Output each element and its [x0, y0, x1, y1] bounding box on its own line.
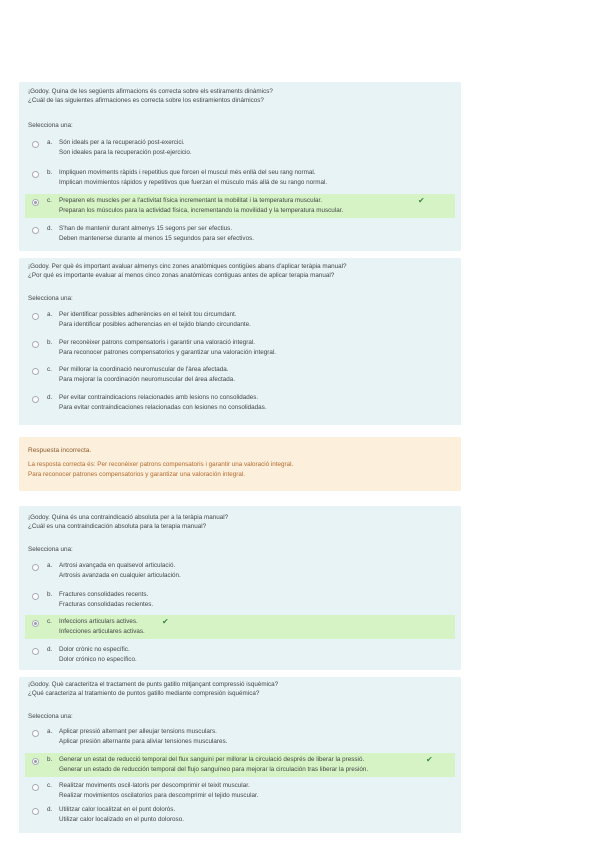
option-text-ca: Impliquen moviments ràpids i repetitius que forcen el muscul més enllà del seu rang normal. — [59, 169, 316, 176]
question-card-4 — [19, 677, 461, 833]
option-text-ca: Infeccions articulars actives. — [59, 618, 138, 625]
option-text-ca: Generar un estat de reducció temporal del flux sanguini per millorar la circulació després de liberar la pressió. — [59, 756, 365, 763]
option-text-ca: Realitzar moviments oscil·latoris per descomprimir el teixit muscular. — [59, 782, 250, 789]
option-letter: a. — [47, 139, 53, 146]
select-prompt: Selecciona una: — [28, 546, 73, 553]
option-letter: a. — [47, 728, 53, 735]
question-text-ca: ¡Godoy. Què caracteritza el tractament de punts gatillo mitjançant compressió isquèmica? — [28, 681, 279, 688]
option-text-es: Dolor crónico no específico. — [59, 656, 137, 663]
option-letter: d. — [47, 806, 53, 813]
feedback-box — [19, 437, 461, 491]
option-letter: c. — [47, 366, 52, 373]
option-letter: c. — [47, 618, 52, 625]
radio-button[interactable] — [32, 784, 39, 791]
radio-button[interactable] — [32, 227, 39, 234]
option-text-ca: Aplicar pressió alternant per alleujar tensions musculars. — [59, 728, 217, 735]
question-text-ca: ¡Godoy. Quina de les següents afirmacions és correcta sobre els estiraments dinàmics? — [28, 88, 273, 95]
question-text-ca: ¡Godoy. Quina és una contraindicació absoluta per a la teràpia manual? — [28, 514, 229, 521]
option-b[interactable] — [25, 336, 455, 360]
option-letter: c. — [47, 782, 52, 789]
option-text-es: Implican movimientos rápidos y repetitivos que fuerzan el músculo más allá de su rango normal. — [59, 179, 328, 186]
question-text-ca: ¡Godoy. Per què és important avaluar almenys cinc zones anatòmiques contigües abans d'aplicar teràpia manual? — [28, 263, 347, 270]
radio-button-selected[interactable] — [32, 758, 39, 765]
option-letter: d. — [47, 225, 53, 232]
radio-button[interactable] — [32, 593, 39, 600]
radio-button-selected[interactable] — [32, 620, 39, 627]
option-b[interactable] — [25, 588, 455, 612]
question-text-es: ¿Cuál es una contraindicación absoluta para la terapia manual? — [28, 523, 207, 530]
question-card-3 — [19, 506, 461, 670]
option-text-es: Para reconocer patrones compensatorios y garantizar una valoración integral. — [59, 349, 277, 356]
option-a[interactable] — [25, 136, 455, 160]
option-text-es: Para mejorar la coordinación neuromuscular del área afectada. — [59, 376, 236, 383]
check-icon: ✔ — [426, 755, 433, 764]
option-text-ca: Preparen els muscles per a l'activitat física incrementant la mobilitat i la temperatura muscular. — [59, 197, 322, 204]
question-card-2 — [19, 258, 461, 425]
select-prompt: Selecciona una: — [28, 295, 73, 302]
option-a[interactable] — [25, 559, 455, 583]
option-text-es: Artrosis avanzada en cualquier articulación. — [59, 572, 181, 579]
option-letter: b. — [47, 591, 53, 598]
option-text-es: Realizar movimientos oscilatorios para descomprimir el tejido muscular. — [59, 792, 259, 799]
option-letter: d. — [47, 646, 53, 653]
option-c[interactable] — [25, 779, 455, 803]
option-d[interactable] — [25, 643, 455, 667]
option-a[interactable] — [25, 308, 455, 332]
radio-button[interactable] — [32, 808, 39, 815]
question-text-es: ¿Qué caracteriza al tratamiento de puntos gatillo mediante compresión isquémica? — [28, 690, 260, 697]
radio-button-selected[interactable] — [32, 199, 39, 206]
option-d[interactable] — [25, 803, 455, 827]
question-card-1 — [19, 82, 461, 251]
option-text-es: Preparan los músculos para la actividad física, incrementando la movilidad y la temperatura muscular. — [59, 207, 344, 214]
option-text-ca: Són ideals per a la recuperació post-exercici. — [59, 139, 185, 146]
option-d[interactable] — [25, 222, 455, 246]
option-letter: b. — [47, 756, 53, 763]
option-text-es: Deben mantenerse durante al menos 15 segundos para ser efectivos. — [59, 235, 254, 242]
option-c[interactable] — [25, 615, 455, 639]
option-c[interactable] — [25, 363, 455, 387]
option-text-ca: Fractures consolidades recents. — [59, 591, 149, 598]
option-d[interactable] — [25, 391, 455, 415]
option-text-es: Generar un estado de reducción temporal del flujo sanguíneo para mejorar la circulación tras liberar la presión. — [59, 766, 369, 773]
option-text-es: Para identificar posibles adherencias en el tejido blando circundante. — [59, 321, 251, 328]
option-b[interactable] — [25, 753, 455, 777]
option-b[interactable] — [25, 166, 455, 190]
option-letter: a. — [47, 311, 53, 318]
option-letter: b. — [47, 339, 53, 346]
radio-button[interactable] — [32, 313, 39, 320]
feedback-title: Respuesta incorrecta. — [28, 447, 92, 454]
radio-button[interactable] — [32, 171, 39, 178]
question-text-es: ¿Por qué es importante evaluar al menos cinco zonas anatómicas contiguas antes de aplicar terapia manual? — [28, 272, 335, 279]
option-letter: b. — [47, 169, 53, 176]
option-letter: a. — [47, 562, 53, 569]
option-letter: d. — [47, 394, 53, 401]
feedback-correct-answer-es: Para reconocer patrones compensatorios y garantizar una valoración integral. — [28, 471, 246, 478]
radio-button[interactable] — [32, 368, 39, 375]
radio-button[interactable] — [32, 341, 39, 348]
radio-button[interactable] — [32, 648, 39, 655]
radio-button[interactable] — [32, 396, 39, 403]
option-text-ca: Utilitzar calor localitzat en el punt dolorós. — [59, 806, 176, 813]
option-text-ca: Artrosi avançada en qualsevol articulació. — [59, 562, 176, 569]
option-text-es: Aplicar presión alternante para aliviar tensiones musculares. — [59, 738, 228, 745]
option-text-es: Fracturas consolidadas recientes. — [59, 601, 154, 608]
select-prompt: Selecciona una: — [28, 713, 73, 720]
radio-button[interactable] — [32, 730, 39, 737]
check-icon: ✔ — [418, 196, 425, 205]
option-c[interactable] — [25, 194, 455, 218]
option-letter: c. — [47, 197, 52, 204]
option-text-ca: Per identificar possibles adherències en el teixit tou circumdant. — [59, 311, 237, 318]
option-text-es: Infecciones articulares activas. — [59, 628, 145, 635]
option-a[interactable] — [25, 725, 455, 749]
feedback-correct-answer-ca: La resposta correcta és: Per reconèixer patrons compensatoris i garantir una valoració integral. — [28, 461, 294, 468]
option-text-es: Son ideales para la recuperación post-ejercicio. — [59, 149, 192, 156]
radio-button[interactable] — [32, 141, 39, 148]
option-text-ca: Per millorar la coordinació neuromuscular de l'àrea afectada. — [59, 366, 229, 373]
select-prompt: Selecciona una: — [28, 122, 73, 129]
question-text-es: ¿Cuál de las siguientes afirmaciones es correcta sobre los estiramientos dinámicos? — [28, 97, 264, 104]
option-text-es: Para evitar contraindicaciones relacionadas con lesiones no consolidadas. — [59, 404, 267, 411]
option-text-ca: S'han de mantenir durant almenys 15 segons per ser efectius. — [59, 225, 233, 232]
radio-button[interactable] — [32, 564, 39, 571]
check-icon: ✔ — [162, 617, 169, 626]
option-text-ca: Per reconèixer patrons compensatoris i garantir una valoració integral. — [59, 339, 256, 346]
option-text-es: Utilizar calor localizado en el punto doloroso. — [59, 816, 184, 823]
option-text-ca: Per evitar contraindicacions relacionades amb lesions no consolidades. — [59, 394, 259, 401]
option-text-ca: Dolor crònic no específic. — [59, 646, 130, 653]
